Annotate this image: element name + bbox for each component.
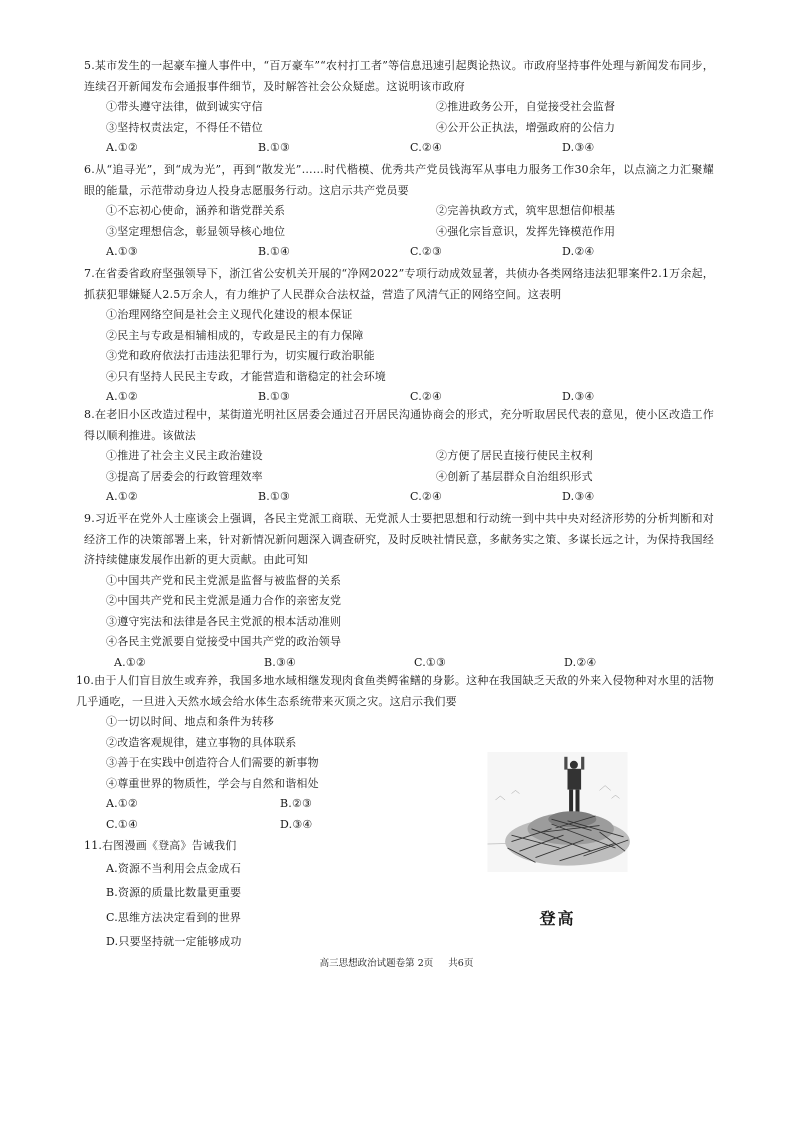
option: ②中国共产党和民主党派是通力合作的亲密友党 — [106, 594, 342, 607]
question-5 — [84, 56, 714, 159]
answer-choices — [84, 242, 714, 263]
answer-choices — [84, 653, 714, 674]
option-row — [84, 201, 714, 222]
answer-choices — [84, 138, 714, 159]
answer-d: D.③④ — [562, 141, 595, 154]
answer-c: C.②③ — [410, 245, 443, 258]
answer-d: D.②④ — [564, 655, 597, 669]
answer-a: A.①② — [106, 797, 138, 810]
question-6 — [84, 160, 714, 263]
question-stem: 5.某市发生的一起豪车撞人事件中，“百万豪车”“农村打工者”等信息迅速引起舆论热议。市政府坚持事件处理与新闻发布同步，连续召开新闻发布会通报事件细节，及时解答社会公众疑虑。这说明该市政府 — [84, 59, 714, 93]
answer-d: D.③④ — [562, 490, 595, 503]
answer-a: A.①③ — [106, 245, 138, 258]
footer-page-info: 高三思想政治试题卷第 2页 — [319, 958, 434, 969]
answer-d: D.只要坚持就一定能够成功 — [106, 935, 242, 948]
option: ④只有坚持人民民主专政，才能营造和谐稳定的社会环境 — [106, 369, 386, 383]
question-stem: 10.由于人们盲目放生或弃养，我国多地水域相继发现肉食鱼类鳄雀鳝的身影。这种在我国缺乏天敌的外来入侵物种对水里的活物几乎通吃，一旦进入天然水域会给水体生态系统带来灭顶之灾。这启示我们要 — [76, 674, 714, 708]
cartoon-caption: 登高 — [539, 909, 576, 928]
option: ③善于在实践中创造符合人们需要的新事物 — [106, 756, 319, 769]
option: ②完善执政方式，筑牢思想信仰根基 — [436, 204, 616, 217]
option: ④公开公正执法，增强政府的公信力 — [436, 120, 616, 134]
answer-a: A.资源不当利用会点金成石 — [106, 861, 242, 875]
option: ②改造客观规律，建立事物的具体联系 — [106, 735, 297, 749]
question-9 — [84, 509, 714, 673]
answer-b: B.③④ — [264, 655, 297, 669]
answer-b: B.②③ — [280, 797, 313, 810]
answer-c: C.②④ — [410, 490, 443, 503]
answer-d: D.③④ — [280, 817, 313, 831]
option: ①中国共产党和民主党派是监督与被监督的关系 — [106, 573, 342, 587]
option-row — [84, 97, 714, 118]
option: ①带头遵守法律，做到诚实守信 — [106, 100, 263, 113]
answer-a: A.①② — [106, 390, 138, 403]
question-stem: 7.在省委省政府坚强领导下，浙江省公安机关开展的“净网2022”专项行动成效显著，共侦办各类网络违法犯罪案件2.1万余起，抓获犯罪嫌疑人2.5万余人，有力维护了人民群众合法权益，营造了风清气正的网络空间。这表明 — [84, 267, 714, 301]
answer-c: C.①④ — [106, 817, 139, 831]
option-row — [84, 222, 714, 243]
answer-b: B.①③ — [258, 490, 291, 503]
answer-choices — [84, 487, 714, 508]
question-8 — [84, 405, 714, 508]
option: ①一切以时间、地点和条件为转移 — [106, 715, 274, 728]
question-stem: 9.习近平在党外人士座谈会上强调，各民主党派工商联、无党派人士要把思想和行动统一到中共中央对经济形势的分析判断和对经济工作的决策部署上来，针对新情况新问题深入调查研究，及时反映社情民意，多献务实之策、多谋长远之计，为保持我国经济持续健康发展作出新的更大贡献。由此可知 — [84, 512, 714, 566]
option-row — [84, 118, 714, 139]
answer-c: C.思维方法决定看到的世界 — [106, 910, 242, 924]
option: ③坚持权责法定，不得任不错位 — [106, 120, 263, 134]
option: ③提高了居委会的行政管理效率 — [106, 469, 263, 483]
option: ①治理网络空间是社会主义现代化建设的根本保证 — [106, 308, 353, 321]
option-row — [84, 467, 714, 488]
question-stem: 11.右图漫画《登高》告诫我们 — [84, 839, 237, 852]
answer-a: A.①② — [106, 490, 138, 503]
answer-c: C.②④ — [410, 141, 443, 154]
option: ②民主与专政是相辅相成的，专政是民主的有力保障 — [106, 328, 364, 342]
answer-c: C.①③ — [414, 655, 447, 669]
cartoon-illustration — [470, 752, 645, 872]
question-stem: 6.从“追寻光”，到“成为光”，再到“散发光”……时代楷模、优秀共产党员钱海军从事电力服务工作30余年，以点滴之力汇聚耀眼的能量，示范带动身边人投身志愿服务行动。这启示共产党员要 — [84, 163, 714, 197]
option: ④尊重世界的物质性，学会与自然和谐相处 — [106, 776, 319, 790]
option: ④强化宗旨意识，发挥先锋模范作用 — [436, 224, 616, 238]
option: ④各民主党派要自觉接受中国共产党的政治领导 — [106, 635, 342, 648]
page-footer — [0, 955, 793, 969]
question-7 — [84, 264, 714, 408]
question-11 — [84, 836, 414, 955]
answer-b: B.资源的质量比数量更重要 — [106, 886, 242, 899]
answer-a: A.①② — [114, 655, 146, 669]
option: ③遵守宪法和法律是各民主党派的根本活动准则 — [106, 614, 342, 628]
option-row — [84, 446, 714, 467]
footer-total-pages: 共6页 — [448, 958, 474, 969]
option: ③党和政府依法打击违法犯罪行为，切实履行政治职能 — [106, 349, 375, 362]
option: ①推进了社会主义民主政治建设 — [106, 449, 263, 462]
option: ①不忘初心使命，涵养和谐党群关系 — [106, 204, 286, 217]
answer-d: D.②④ — [562, 245, 595, 258]
answer-c: C.②④ — [410, 390, 443, 403]
option: ②方便了居民直接行使民主权利 — [436, 449, 593, 462]
answer-a: A.①② — [106, 141, 138, 154]
answer-b: B.①③ — [258, 390, 291, 403]
answer-b: B.①③ — [258, 141, 291, 154]
answer-d: D.③④ — [562, 390, 595, 403]
answer-choices — [84, 857, 414, 955]
option: ④创新了基层群众自治组织形式 — [436, 469, 593, 483]
question-stem: 8.在老旧小区改造过程中，某街道光明社区居委会通过召开居民沟通协商会的形式，充分听取居民代表的意见，使小区改造工作得以顺利推进。该做法 — [84, 408, 714, 442]
answer-b: B.①④ — [258, 245, 291, 258]
option: ②推进政务公开，自觉接受社会监督 — [436, 100, 616, 113]
option: ③坚定理想信念，彰显领导核心地位 — [106, 224, 286, 238]
